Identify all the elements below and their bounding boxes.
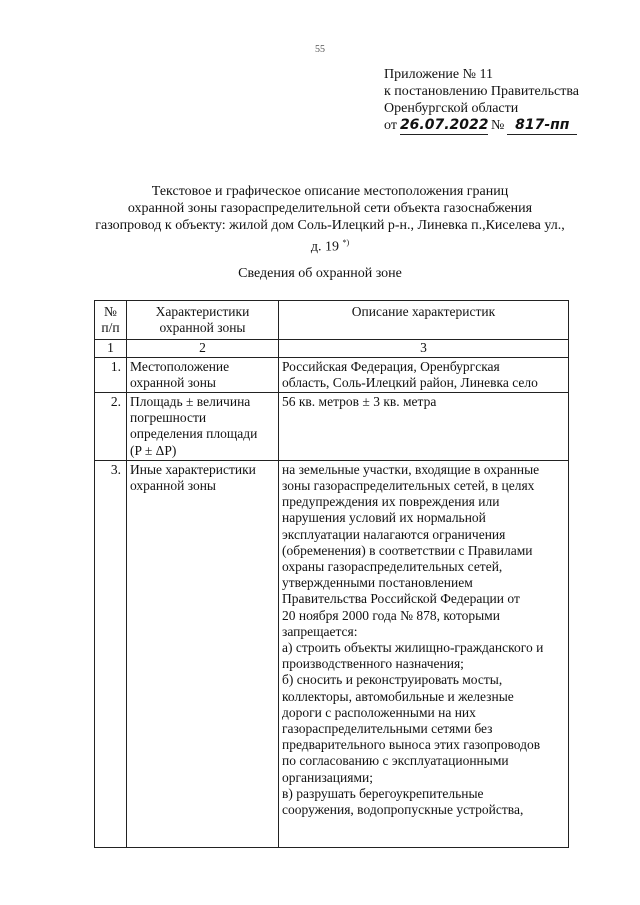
text-line: (P ± ΔP) bbox=[130, 442, 177, 458]
text-line: охранной зоны bbox=[130, 374, 217, 390]
row-num: 2. bbox=[95, 393, 127, 461]
text-line: утвержденными постановлением bbox=[282, 575, 473, 591]
appendix-date-number-line bbox=[384, 117, 579, 135]
number-label: № bbox=[490, 118, 505, 133]
row-characteristic bbox=[127, 393, 279, 461]
text-line: дороги с расположенными на них bbox=[282, 704, 476, 720]
table-header-row bbox=[95, 301, 569, 340]
table-row bbox=[95, 357, 569, 392]
table-row bbox=[95, 393, 569, 461]
text-line: производственного назначения; bbox=[282, 656, 464, 672]
title-line-3: газопровод к объекту: жилой дом Соль-Илецкий р-н., Линевка п.,Киселева ул., bbox=[95, 218, 565, 233]
document-title bbox=[80, 183, 580, 256]
text-line: охранной зоны bbox=[130, 478, 217, 494]
row-description bbox=[279, 393, 569, 461]
text-line: по согласованию с эксплуатационными bbox=[282, 753, 509, 769]
text-line: газораспределительными сетями без bbox=[282, 721, 493, 737]
text-line: предупреждения их повреждения или bbox=[282, 494, 500, 510]
title-line-1: Текстовое и графическое описание местоположения границ bbox=[151, 184, 509, 199]
index-cell: 3 bbox=[279, 340, 569, 357]
footnote-mark: *) bbox=[342, 238, 350, 247]
row-description bbox=[279, 460, 569, 847]
row-description bbox=[279, 357, 569, 392]
table-row bbox=[95, 460, 569, 847]
index-cell: 1 bbox=[95, 340, 127, 357]
text-line: 56 кв. метров ± 3 кв. метра bbox=[282, 394, 437, 410]
text-line: Площадь ± величина bbox=[130, 394, 251, 410]
index-cell: 2 bbox=[127, 340, 279, 357]
handwritten-date: 26.07.2022 bbox=[399, 117, 489, 133]
text-line: на земельные участки, входящие в охранные bbox=[282, 461, 540, 477]
text-line: эксплуатации налагаются ограничения bbox=[282, 526, 506, 542]
text-line: в) разрушать берегоукрепительные bbox=[282, 785, 484, 801]
header-description: Описание характеристик bbox=[279, 301, 569, 340]
text-line: нарушения условий их нормальной bbox=[282, 510, 486, 526]
text-line: сооружения, водопропускные устройства, bbox=[282, 802, 524, 818]
text-line: Местоположение bbox=[130, 358, 230, 374]
title-line-4-text: д. 19 bbox=[310, 239, 339, 255]
header-characteristic-line: охранной зоны bbox=[159, 320, 246, 336]
text-line: организациями; bbox=[282, 769, 373, 785]
text-line: предварительного выноса этих газопроводов bbox=[282, 737, 541, 753]
header-num bbox=[95, 301, 127, 340]
row-characteristic bbox=[127, 460, 279, 847]
appendix-line-1: Приложение № 11 bbox=[384, 67, 493, 82]
header-characteristic bbox=[127, 301, 279, 340]
text-line: 20 ноября 2000 года № 878, которыми bbox=[282, 607, 500, 623]
text-line: б) сносить и реконструировать мосты, bbox=[282, 672, 503, 688]
text-line: погрешности bbox=[130, 410, 207, 426]
handwritten-number: 817-пп bbox=[507, 117, 577, 135]
row-num: 1. bbox=[95, 357, 127, 392]
text-line: (обременения) в соответствии с Правилами bbox=[282, 542, 533, 558]
header-num-line: п/п bbox=[101, 320, 120, 336]
table-index-row bbox=[95, 340, 569, 357]
text-line: Иные характеристики bbox=[130, 461, 256, 477]
appendix-line-2: к постановлению Правительства bbox=[384, 84, 580, 99]
text-line: запрещается: bbox=[282, 623, 358, 639]
page-number: 55 bbox=[315, 44, 325, 55]
row-num: 3. bbox=[95, 460, 127, 847]
text-line: зоны газораспределительных сетей, в целях bbox=[282, 478, 535, 494]
title-line-2: охранной зоны газораспределительной сети объекта газоснабжения bbox=[127, 201, 533, 216]
text-line: Правительства Российской Федерации от bbox=[282, 591, 520, 607]
appendix-line-3: Оренбургской области bbox=[384, 101, 519, 116]
from-label: от bbox=[384, 118, 397, 133]
row-characteristic bbox=[127, 357, 279, 392]
restrictions-text bbox=[282, 462, 565, 846]
text-line: Российская Федерация, Оренбургская bbox=[282, 358, 500, 374]
header-characteristic-line: Характеристики bbox=[155, 304, 250, 319]
title-line-4 bbox=[80, 234, 580, 256]
section-title: Сведения об охранной зоне bbox=[238, 266, 402, 281]
appendix-header bbox=[384, 66, 579, 135]
header-num-line: № bbox=[104, 304, 117, 319]
text-line: коллекторы, автомобильные и железные bbox=[282, 688, 514, 704]
protection-zone-table bbox=[94, 300, 569, 848]
text-line: определения площади bbox=[130, 426, 258, 442]
text-line: а) строить объекты жилищно-гражданского и bbox=[282, 640, 544, 656]
text-line: охраны газораспределительных сетей, bbox=[282, 559, 503, 575]
text-line: область, Соль-Илецкий район, Линевка село bbox=[282, 374, 538, 390]
